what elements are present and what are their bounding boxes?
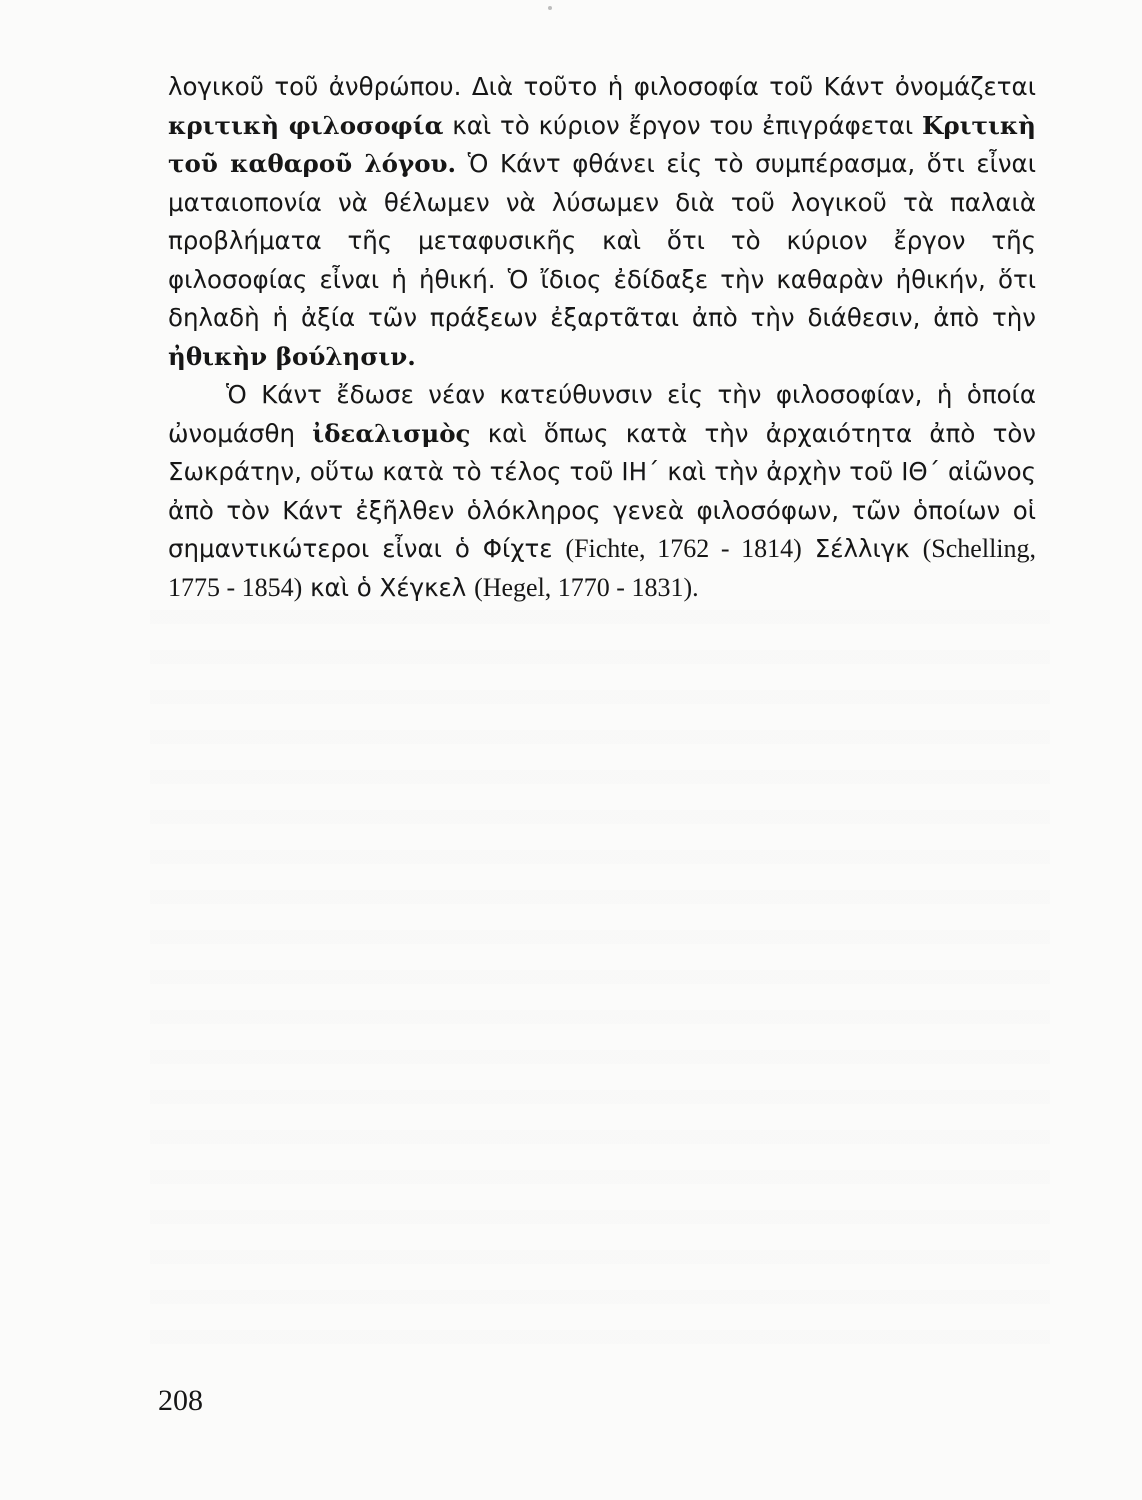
- p2-text-1: Ὁ Κάντ ἔδωσε νέαν κατεύθυνσιν εἰς τὴν φιλοσοφίαν, ἡ ὁποία ὠνομάσθη: [168, 380, 1036, 448]
- p1-text-1: λογικοῦ τοῦ ἀνθρώπου. Διὰ τοῦτο ἡ φιλοσοφία τοῦ Κάντ ὀνομάζεται: [168, 72, 1036, 101]
- p2-text-4: καὶ ὁ Χέγκελ: [302, 572, 475, 602]
- p2-text-3: Σέλλιγκ: [801, 534, 923, 563]
- term-idealism: ἰδεαλισμὸς: [312, 418, 471, 448]
- p1-text-3: Ὁ Κάντ φθάνει εἰς τὸ συμπέρασμα, ὅτι εἶναι ματαιοπονία νὰ θέλωμεν νὰ λύσωμεν διὰ τοῦ λογικοῦ τὰ παλαιὰ προβλήματα τῆς μεταφυσικῆς καὶ ὅτι τὸ κύριον ἔργον τῆς φιλοσοφίας εἶναι ἡ ἠθική. Ὁ ἴδιος ἐδίδαξε τὴν καθαρὰν ἠθικήν, ὅτι δηλαδὴ ἡ ἀξία τῶν πράξεων ἐξαρτᾶται ἀπὸ τὴν διάθεσιν, ἀπὸ τὴν: [168, 149, 1037, 332]
- fichte-dates: (Fichte, 1762 - 1814): [565, 534, 802, 563]
- paragraph-1: [168, 68, 1036, 376]
- hegel-dates: (Hegel, 1770 - 1831).: [474, 572, 699, 602]
- term-moral-will: ἠθικὴν βούλησιν.: [168, 341, 416, 371]
- bleed-through-shadow: [150, 610, 1050, 1370]
- paragraph-2: [168, 376, 1036, 607]
- title-critique-of-pure-reason: Κριτικὴ τοῦ καθαροῦ λόγου.: [168, 110, 1036, 178]
- p1-text-2: καὶ τὸ κύριον ἔργον του ἐπιγράφεται: [443, 110, 923, 140]
- term-critical-philosophy: κριτικὴ φιλοσοφία: [168, 110, 444, 140]
- paper-speck: [548, 6, 552, 10]
- schelling-dates: (Schelling, 1775 - 1854): [168, 534, 1037, 602]
- body-text: [168, 68, 1036, 607]
- p2-text-2: καὶ ὅπως κατὰ τὴν ἀρχαιότητα ἀπὸ τὸν Σωκράτην, οὕτω κατὰ τὸ τέλος τοῦ ΙΗ΄ καὶ τὴν ἀρχὴν τοῦ ΙΘ΄ αἰῶνος ἀπὸ τὸν Κάντ ἐξῆλθεν ὁλόκληρος γενεὰ φιλοσόφων, τῶν ὁποίων οἱ σημαντικώτεροι εἶναι ὁ Φίχτε: [168, 418, 1036, 563]
- page-number: 208: [158, 1384, 203, 1417]
